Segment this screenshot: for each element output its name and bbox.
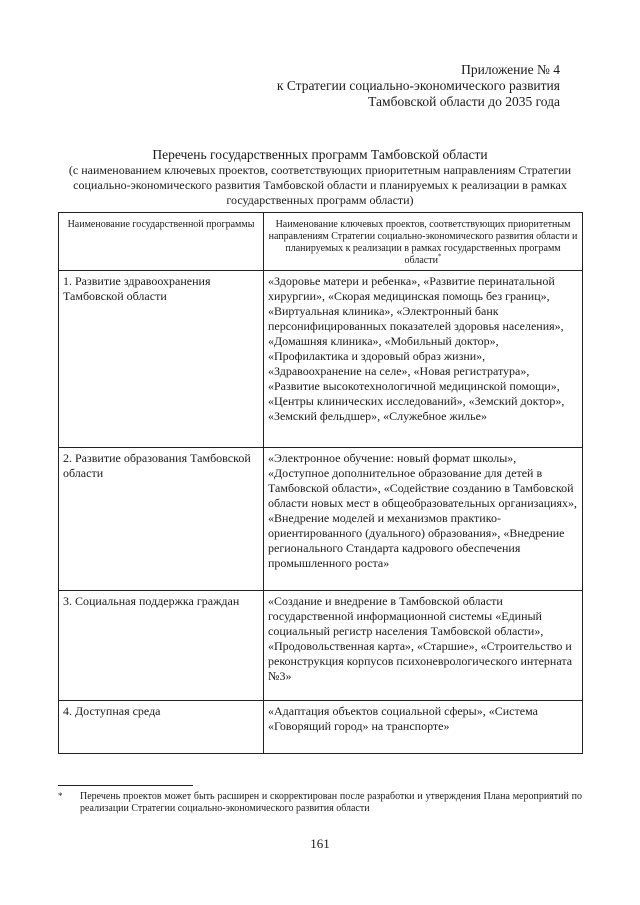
- program-name: 4. Доступная среда: [59, 701, 264, 754]
- appendix-strategy-line: к Стратегии социально-экономического развития: [276, 78, 560, 93]
- table-row: [59, 591, 583, 701]
- programs-table: [58, 212, 583, 754]
- program-name: 1. Развитие здравоохранения Тамбовской области: [59, 271, 264, 448]
- appendix-region-line: Тамбовской области до 2035 года: [368, 94, 560, 109]
- program-name: 2. Развитие образования Тамбовской области: [59, 448, 264, 591]
- header-projects: Наименование ключевых проектов, соответствующих приоритетным направлениям Стратегии социально-экономического развития области и планируемых к реализации в рамках государственных программ области*: [264, 213, 583, 271]
- page-number: 161: [310, 836, 330, 851]
- program-name: 3. Социальная поддержка граждан: [59, 591, 264, 701]
- program-projects: «Адаптация объектов социальной сферы», «Система «Говорящий город» на транспорте»: [264, 701, 583, 754]
- program-projects: «Здоровье матери и ребенка», «Развитие перинатальной хирургии», «Скорая медицинская помощь без границ», «Виртуальная клиника», «Электронный банк персонифицированных показателей здоровья населения», «Домашняя клиника», «Мобильный доктор», «Профилактика и здоровый образ жизни», «Здравоохранение на селе», «Новая регистратура», «Развитие высокотехнологичной медицинской помощи», «Центры клинических исследований», «Земский доктор», «Земский фельдшер», «Служебное жилье»: [264, 271, 583, 448]
- appendix-header: [277, 62, 560, 110]
- document-subtitle: (с наименованием ключевых проектов, соответствующих приоритетным направлениям Стратегии социально-экономического развития Тамбовской области и планируемых к реализации в рамках государственных программ области): [68, 163, 572, 207]
- footnote-mark: *: [58, 791, 63, 801]
- table-row: [59, 448, 583, 591]
- footnote-text: Перечень проектов может быть расширен и скорректирован после разработки и утверждения Плана мероприятий по реализации Стратегии социально-экономического развития области: [80, 791, 582, 814]
- table-header-row: [59, 213, 583, 271]
- footnote-divider: [58, 785, 193, 786]
- header-program: Наименование государственной программы: [59, 213, 264, 271]
- program-projects: «Электронное обучение: новый формат школы», «Доступное дополнительное образование для детей в Тамбовской области», «Содействие созданию в Тамбовской области новых мест в общеобразовательных организациях», «Внедрение моделей и механизмов практико-ориентированного (дуального) образования», «Внедрение регионального Стандарта кадрового обеспечения промышленного роста»: [264, 448, 583, 591]
- program-projects: «Создание и внедрение в Тамбовской области государственной информационной системы «Единый социальный регистр населения Тамбовской области», «Продовольственная карта», «Старшие», «Строительство и реконструкция корпусов психоневрологического интерната №3»: [264, 591, 583, 701]
- table-row: [59, 271, 583, 448]
- document-title: Перечень государственных программ Тамбовской области: [152, 147, 488, 162]
- footnote-reference: *: [437, 252, 442, 261]
- appendix-number: Приложение № 4: [461, 62, 560, 77]
- footnote: [58, 791, 582, 815]
- table-row: [59, 701, 583, 754]
